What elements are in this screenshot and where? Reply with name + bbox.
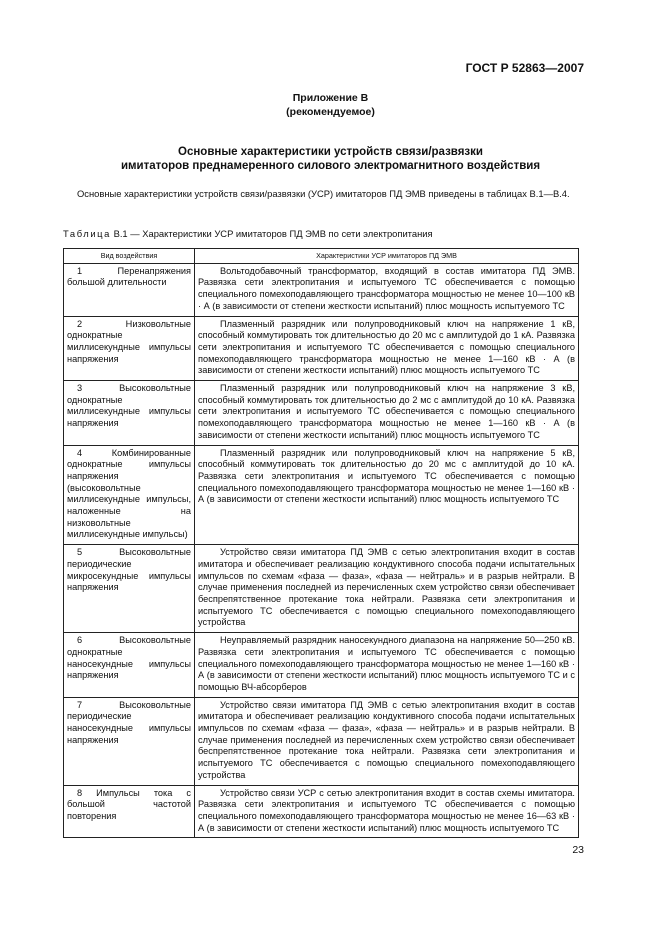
impact-text: 2 Низковольтные однократные миллисекундные импульсы напряжения	[67, 318, 191, 364]
spec-cell	[195, 263, 579, 316]
impact-cell	[64, 785, 195, 838]
spec-cell	[195, 381, 579, 446]
characteristics-table	[63, 248, 579, 838]
spec-text: Устройство связи УСР с сетью электропитания входит в состав схемы имитатора. Развязка сети электропитания и испытуемого ТС обеспечивается с помощью специального помехоподавляющего трансформатора мощностью не менее 16—63 кВ · А (в зависимости от степени жесткости испытаний) плюс мощность испытуемого ТС	[198, 787, 575, 833]
impact-text: 1 Перенапряжения большой длительности	[67, 265, 191, 288]
table-row	[64, 545, 579, 633]
annex-title: Приложение В	[292, 92, 369, 104]
table-caption	[63, 228, 433, 239]
impact-text: 6 Высоковольтные однократные наносекундные импульсы напряжения	[67, 635, 191, 681]
impact-text: 4 Комбинированные однократные импульсы напряжения (высоковольтные миллисекундные импульсы, наложенные на низковольтные миллисекундные импульсы)	[67, 447, 191, 540]
impact-text: 7 Высоковольтные периодические наносекундные импульсы напряжения	[67, 699, 191, 745]
spec-text: Плазменный разрядник или полупроводниковый ключ на напряжение 5 кВ, способный коммутировать ток длительностью до 20 мс с амплитудой до 10 кА. Развязка сети электропитания и испытуемого ТС обеспечивается с помощью специального помехоподавляющего трансформатора мощностью не менее 1—160 кВ · А (в зависимости от степени жесткости испытаний) плюс мощность испытуемого ТС	[198, 447, 575, 505]
spec-cell	[195, 697, 579, 785]
impact-cell	[64, 445, 195, 545]
spec-text: Вольтодобавочный трансформатор, входящий в состав имитатора ПД ЭМВ. Развязка сети электропитания и испытуемого ТС обеспечивается с помощью специального помехоподавляющего трансформатора мощностью не менее 10—100 кВ · А (в зависимости от степени жесткости испытаний) плюс мощность испытуемого ТС	[198, 265, 575, 311]
spec-cell	[195, 545, 579, 633]
impact-cell	[64, 545, 195, 633]
impact-cell	[64, 633, 195, 698]
section-title-line1: Основные характеристики устройств связи/развязки	[178, 146, 483, 158]
table-row	[64, 381, 579, 446]
impact-cell	[64, 316, 195, 381]
spec-text: Плазменный разрядник или полупроводниковый ключ на напряжение 1 кВ, способный коммутировать ток длительностью до 20 мс с амплитудой до 1 кА. Развязка сети электропитания и испытуемого ТС обеспечивается с помощью специального помехоподавляющего трансформатора мощностью не менее 1—160 кВ · А (в зависимости от степени жесткости испытаний) плюс мощность испытуемого ТС	[198, 318, 575, 376]
table-row	[64, 697, 579, 785]
impact-text: 5 Высоковольтные периодические микросекундные импульсы напряжения	[67, 547, 191, 593]
intro-paragraph: Основные характеристики устройств связи/развязки (УСР) имитаторов ПД ЭМВ приведены в таблицах В.1—В.4.	[77, 188, 570, 199]
impact-text: 8 Импульсы тока с большой частотой повторения	[67, 787, 191, 821]
table-row	[64, 263, 579, 316]
table-row	[64, 445, 579, 545]
spec-cell	[195, 785, 579, 838]
impact-cell	[64, 381, 195, 446]
table-row	[64, 633, 579, 698]
impact-cell	[64, 697, 195, 785]
spec-cell	[195, 633, 579, 698]
spec-text: Устройство связи имитатора ПД ЭМВ с сетью электропитания входит в состав имитатора и обеспечивает реализацию кондуктивного способа подачи испытательных импульсов по схемам «фаза — фаза», «фаза — нейтраль» и в разрыв нейтрали. В случае применения последней из перечисленных схем устройство связи обеспечивает беспрепятственное протекание тока нейтрали. Развязка сети электропитания и испытуемого ТС обеспечивается с помощью специального помехоподавляющего устройства	[198, 699, 575, 780]
impact-text: 3 Высоковольтные однократные миллисекундные импульсы напряжения	[67, 383, 191, 429]
table-caption-label: Таблица	[63, 228, 111, 239]
annex-status: (рекомендуемое)	[286, 106, 375, 118]
page-number: 23	[572, 844, 584, 856]
column-header-impact: Вид воздействия	[64, 249, 195, 264]
spec-text: Устройство связи имитатора ПД ЭМВ с сетью электропитания входит в состав имитатора и обеспечивает реализацию кондуктивного способа подачи испытательных импульсов по схемам «фаза — фаза», «фаза — нейтраль» и в разрыв нейтрали. В случае применения последней из перечисленных схем устройство связи обеспечивает беспрепятственное протекание тока нейтрали. Развязка сети электропитания и испытуемого ТС обеспечивается с помощью специального помехоподавляющего устройства	[198, 547, 575, 628]
table-row	[64, 785, 579, 838]
standard-number: ГОСТ Р 52863—2007	[465, 61, 584, 75]
table-row	[64, 316, 579, 381]
table-caption-text: В.1 — Характеристики УСР имитаторов ПД ЭМВ по сети электропитания	[113, 228, 433, 239]
table-header-row	[64, 249, 579, 264]
spec-cell	[195, 316, 579, 381]
impact-cell	[64, 263, 195, 316]
column-header-spec: Характеристики УСР имитаторов ПД ЭМВ	[195, 249, 579, 264]
spec-text: Плазменный разрядник или полупроводниковый ключ на напряжение 3 кВ, способный коммутировать ток длительностью до 2 мс с амплитудой до 10 кА. Развязка сети электропитания и испытуемого ТС обеспечивается с помощью специального помехоподавляющего трансформатора мощностью не менее 1—160 кВ · А (в зависимости от степени жесткости испытаний) плюс мощность испытуемого ТС	[198, 383, 575, 440]
spec-cell	[195, 445, 579, 545]
spec-text: Неуправляемый разрядник наносекундного диапазона на напряжение 50—250 кВ. Развязка сети электропитания и испытуемого ТС обеспечивается с помощью специального помехоподавляющего трансформатора мощностью не менее 1—160 кВ · А (в зависимости от степени жесткости испытаний) плюс мощность испытуемого ТС и с помощью ВЧ-абсорберов	[198, 635, 575, 692]
section-title-line2: имитаторов преднамеренного силового электромагнитного воздействия	[120, 160, 541, 172]
